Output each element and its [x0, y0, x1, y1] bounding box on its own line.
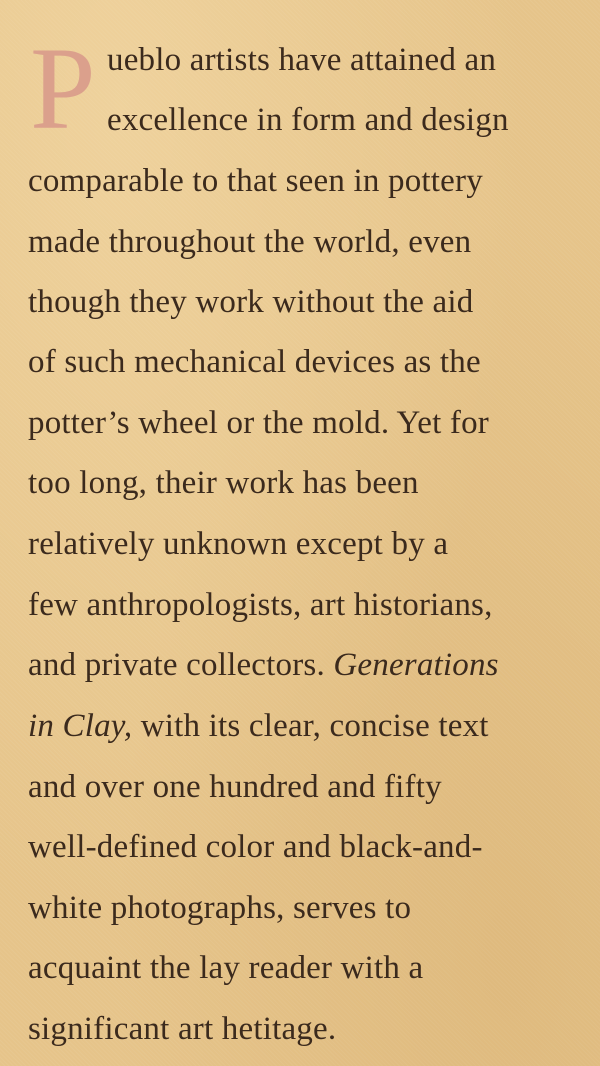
text-line-2: excellence in form and design: [107, 102, 509, 138]
text-line-4: made throughout the world, even: [28, 224, 472, 260]
text-line-6: of such mechanical devices as the: [28, 344, 481, 380]
text-line-17: significant art hetitage.: [28, 1011, 337, 1047]
text-line-3: comparable to that seen in pottery: [28, 163, 483, 199]
text-line-13: and over one hundred and fifty: [28, 769, 442, 805]
text-line-14: well-defined color and black-and-: [28, 829, 483, 865]
text-line-5: though they work without the aid: [28, 284, 474, 320]
text-line-1: ueblo artists have attained an: [107, 42, 497, 78]
drop-cap-letter: P: [30, 23, 96, 154]
text-line-11: [28, 645, 499, 685]
text-line-12: [28, 706, 489, 746]
text-line-7: potter’s wheel or the mold. Yet for: [28, 405, 489, 441]
book-title-part-2: in Clay,: [28, 708, 133, 744]
text-line-12-plain: with its clear, concise text: [140, 708, 489, 744]
text-line-9: relatively unknown except by a: [28, 526, 449, 562]
text-line-16: acquaint the lay reader with a: [28, 950, 424, 986]
book-title-part-1: Generations: [333, 647, 499, 683]
text-line-10: few anthropologists, art historians,: [28, 587, 493, 623]
text-line-11-plain: and private collectors.: [28, 647, 334, 683]
text-line-15: white photographs, serves to: [28, 890, 412, 926]
text-line-8: too long, their work has been: [28, 465, 419, 501]
